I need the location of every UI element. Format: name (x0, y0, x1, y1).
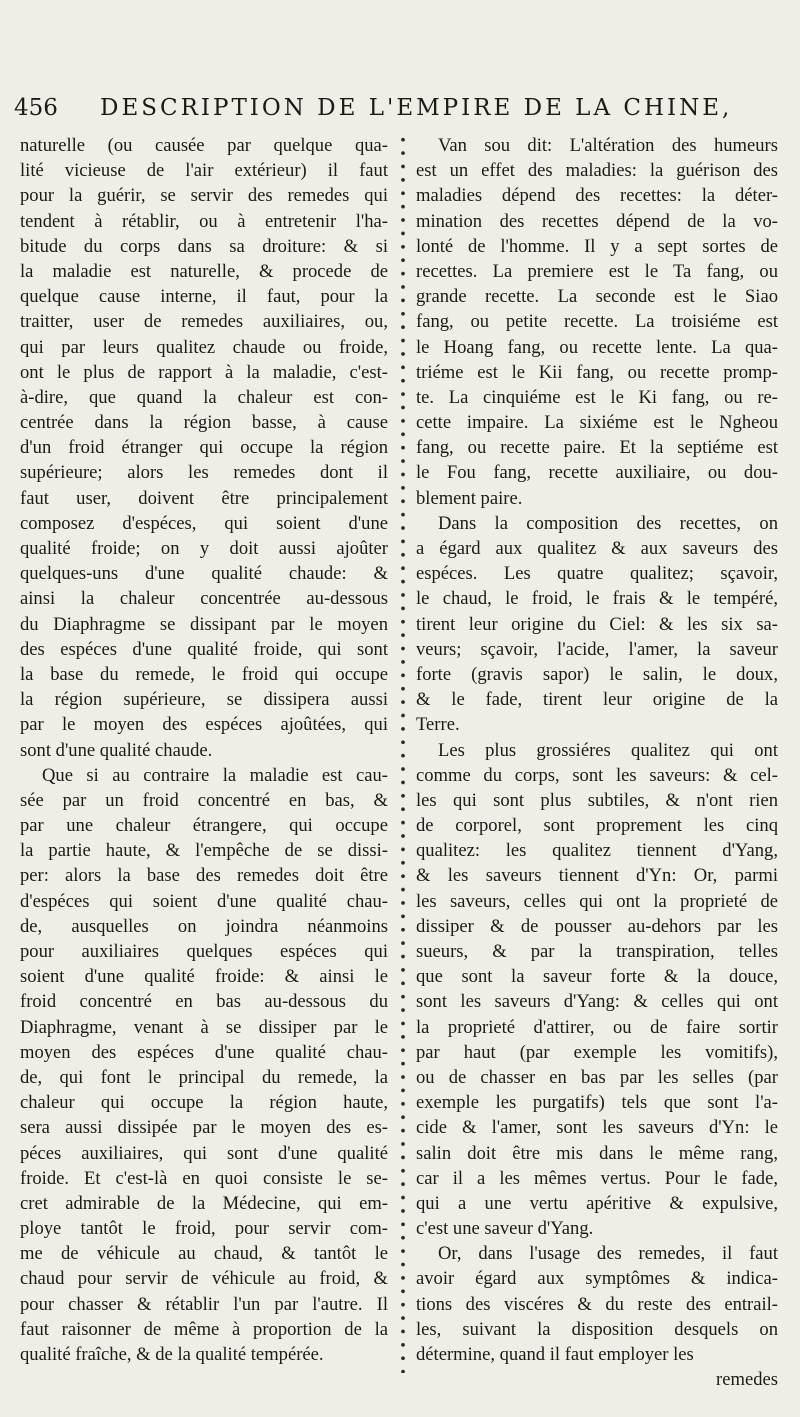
text-line: quelque cause interne, il faut, pour la (20, 286, 388, 308)
text-line: froide. Et c'est-là en quoi consiste le se- (20, 1167, 388, 1189)
text-line: Dans la composition des recettes, on (438, 512, 778, 534)
text-line: tions des viscéres & du reste des entrail- (416, 1293, 778, 1315)
text-line: par haut (par exemple les vomitifs), (416, 1041, 778, 1063)
text-line: lonté de l'homme. Il y a sept sortes de (416, 235, 778, 257)
text-line: espéces. Les quatre qualitez; sçavoir, (416, 563, 778, 585)
text-line: centrée dans la région basse, à cause (20, 412, 388, 434)
text-line: détermine, quand il faut employer les (416, 1344, 694, 1365)
text-line: par une chaleur étrangere, qui occupe (20, 815, 388, 837)
text-line: tendent à rétablir, ou à entretenir l'ha- (20, 210, 388, 232)
text-line: des espéces d'une qualité froide, qui sont (20, 638, 388, 660)
paragraph (20, 763, 388, 1368)
running-title: DESCRIPTION DE L'EMPIRE DE LA CHINE, (100, 95, 733, 121)
text-line: forte (gravis sapor) le salin, le doux, (416, 663, 778, 685)
text-line: qualité froide; on y doit aussi ajoûter (20, 538, 388, 559)
text-line: pour la guérir, se servir des remedes qui (20, 185, 388, 207)
text-line: sont d'une qualité chaude. (20, 739, 213, 761)
text-line: tirent leur origine du Ciel: & les six sa- (416, 613, 778, 635)
text-line: chaleur qui occupe la région haute, (20, 1092, 388, 1114)
text-line: faut user, doivent être principalement (20, 487, 388, 509)
text-line: par le moyen des espéces ajoûtées, qui (20, 714, 388, 736)
text-line: maladies dépend des recettes: la déter- (416, 185, 778, 207)
text-line: du Diaphragme se dissipant par le moyen (20, 613, 388, 635)
text-line: Or, dans l'usage des remedes, il faut (438, 1243, 778, 1265)
text-line: fang, ou petite recette. La troisiéme est (416, 311, 778, 333)
text-line: avoir égard aux symptômes & indica- (416, 1268, 778, 1290)
text-line: d'un froid étranger qui occupe la région (20, 437, 388, 459)
text-line: grande recette. La seconde est le Siao (416, 286, 778, 308)
paragraph (416, 1241, 778, 1367)
text-line: exemple les purgatifs) tels que sont l'a- (416, 1092, 778, 1114)
left-column (20, 133, 388, 1367)
text-line: ont le plus de rapport à la maladie, c'est- (20, 361, 388, 383)
paragraph (416, 511, 778, 738)
text-line: cret admirable de la Médecine, qui em- (20, 1192, 388, 1214)
paragraph (416, 133, 778, 511)
text-line: bitude du corps dans sa droiture: & si (20, 235, 388, 257)
text-line: Diaphragme, venant à se dissiper par le (20, 1016, 388, 1038)
text-line: salin doit être mis dans le même rang, (416, 1142, 778, 1164)
text-line: froid concentré en bas au-dessous du (20, 991, 388, 1013)
text-line: qui par leurs qualitez chaude ou froide, (20, 336, 388, 358)
text-line: pour chasser & rétablir l'un par l'autre. Il (20, 1293, 388, 1315)
text-line: dissiper & de pousser au-dehors par les (416, 915, 778, 937)
text-line: quelques-uns d'une qualité chaude: & (20, 563, 388, 585)
text-line: naturelle (ou causée par quelque qua- (20, 135, 388, 156)
text-line: ou de chasser en bas par les selles (par (416, 1066, 778, 1088)
running-header (14, 95, 794, 131)
text-line: qui a une vertu apéritive & expulsive, (416, 1192, 778, 1214)
text-line: sera aussi dissipée par le moyen des es- (20, 1117, 388, 1139)
text-line: per: alors la base des remedes doit être (20, 865, 388, 887)
text-line: lité vicieuse de l'air extérieur) il faut (20, 160, 388, 182)
text-line: fang, ou recette paire. Et la septiéme est (416, 437, 778, 459)
text-line: Van sou dit: L'altération des humeurs (438, 135, 778, 156)
paragraph (20, 133, 388, 763)
text-line: a égard aux qualitez & aux saveurs des (416, 538, 778, 559)
text-line: recettes. La premiere est le Ta fang, ou (416, 260, 778, 282)
text-line: car il a les mêmes vertus. Pour le fade, (416, 1167, 778, 1189)
text-line: & les saveurs tiennent d'Yn: Or, parmi (416, 865, 778, 887)
text-line: d'espéces qui soient d'une qualité chau- (20, 890, 388, 912)
page-number: 456 (14, 95, 58, 121)
text-line: que sont la saveur forte & la douce, (416, 966, 778, 988)
text-line: me de véhicule au chaud, & tantôt le (20, 1243, 388, 1265)
text-line: te. La cinquiéme est le Ki fang, ou re- (416, 386, 778, 408)
text-line: ploye tantôt le froid, pour servir com- (20, 1218, 388, 1240)
text-line: supérieure; alors les remedes dont il (20, 462, 388, 484)
text-line: les qui sont plus subtiles, & n'ont rien (416, 789, 778, 811)
right-column (416, 133, 778, 1392)
text-line: traitter, user de remedes auxiliaires, ou, (20, 311, 388, 333)
text-line: sueurs, & par la transpiration, telles (416, 941, 778, 962)
text-line: le Hoang fang, ou recette lente. La qua- (416, 336, 778, 358)
text-line: ainsi la chaleur concentrée au-dessous (20, 588, 388, 610)
text-line: Que si au contraire la maladie est cau- (42, 764, 388, 786)
text-line: à-dire, que quand la chaleur est con- (20, 386, 388, 408)
text-line: composez d'espéces, qui soient d'une (20, 512, 388, 534)
text-line: la base du remede, le froid qui occupe (20, 663, 388, 685)
text-line: les, suivant la disposition desquels on (416, 1318, 778, 1340)
text-line: sont les saveurs d'Yang: & celles qui ont (416, 991, 778, 1013)
text-line: moyen des espéces d'une qualité chau- (20, 1041, 388, 1063)
text-line: de, ausquelles on joindra néanmoins (20, 915, 388, 937)
text-line: la maladie est naturelle, & procede de (20, 260, 388, 282)
text-line: le chaud, le froid, le frais & le tempéré, (416, 588, 778, 610)
text-line: soient d'une qualité froide: & ainsi le (20, 966, 388, 988)
text-line: triéme est le Kii fang, ou recette promp- (416, 361, 778, 383)
text-line: péces auxiliaires, qui sont d'une qualité (20, 1142, 388, 1164)
text-line: & le fade, tirent leur origine de la (416, 689, 778, 711)
text-line: Les plus grossiéres qualitez qui ont (438, 739, 778, 761)
catchword: remedes (716, 1369, 778, 1391)
text-line: la partie haute, & l'empêche de se dissi- (20, 840, 388, 862)
text-line: mination des recettes dépend de la vo- (416, 210, 778, 232)
column-divider-ornament (396, 133, 410, 1373)
text-line: de, qui font le principal du remede, la (20, 1066, 388, 1088)
text-line: le Fou fang, recette auxiliaire, ou dou- (416, 462, 778, 484)
paragraph (416, 738, 778, 1242)
text-line: chaud pour servir de véhicule au froid, & (20, 1268, 388, 1290)
text-line: blement paire. (416, 487, 523, 509)
text-line: cette impaire. La sixiéme est le Ngheou (416, 412, 778, 434)
text-line: pour auxiliaires quelques espéces qui (20, 941, 388, 962)
text-line: qualitez: les qualitez tiennent d'Yang, (416, 840, 778, 862)
text-line: les saveurs, celles qui ont la proprieté de (416, 890, 778, 912)
text-line: Terre. (416, 714, 460, 736)
text-line: sée par un froid concentré en bas, & (20, 789, 388, 811)
text-line: c'est une saveur d'Yang. (416, 1218, 594, 1240)
text-line: veurs; sçavoir, l'acide, l'amer, la saveur (416, 638, 778, 660)
text-line: faut raisonner de même à proportion de la (20, 1318, 388, 1340)
text-line: qualité fraîche, & de la qualité tempérée. (20, 1344, 324, 1365)
text-line: comme du corps, sont les saveurs: & cel- (416, 764, 778, 786)
text-line: cide & l'amer, sont les saveurs d'Yn: le (416, 1117, 778, 1139)
text-line: la proprieté d'attirer, ou de faire sortir (416, 1016, 778, 1038)
text-line: la région supérieure, se dissipera aussi (20, 689, 388, 711)
text-line: de corporel, sont proprement les cinq (416, 815, 778, 837)
text-line: est un effet des maladies: la guérison des (416, 160, 778, 182)
